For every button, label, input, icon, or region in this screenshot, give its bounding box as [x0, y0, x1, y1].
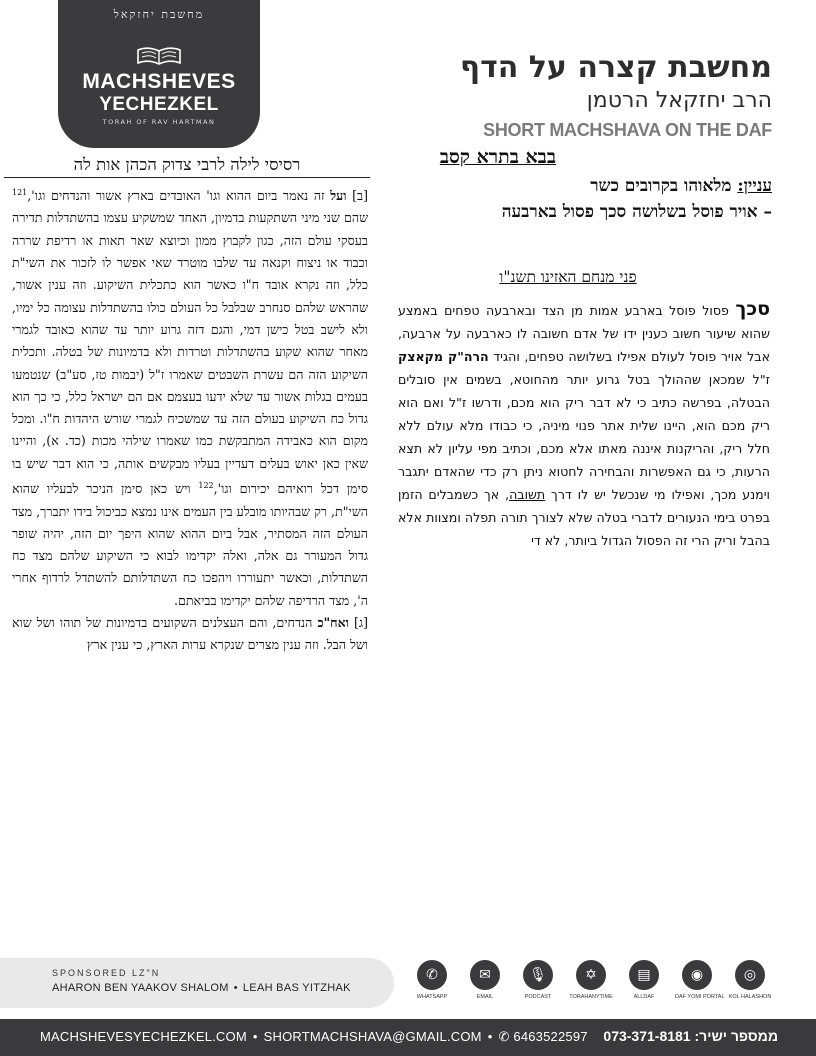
alldaf-icon[interactable]: ▤ — [629, 960, 659, 990]
icon-dafyomi-portal[interactable] — [675, 960, 725, 1000]
footer-bar — [0, 1019, 816, 1056]
english-title: SHORT MACHSHAVA ON THE DAF — [483, 120, 772, 140]
podcast-icon[interactable]: 🎙 — [523, 960, 553, 990]
daf-reference: בבא בתרא קסב — [439, 146, 556, 168]
torahanytime-icon[interactable]: ✡ — [576, 960, 606, 990]
icon-label: ALLDAF — [633, 994, 655, 1000]
footnote-marker: 121 — [12, 188, 28, 197]
platform-icons — [410, 960, 778, 1006]
paragraph-marker: [ג] — [348, 615, 368, 631]
direct-number — [603, 1028, 778, 1044]
paragraph-lead-word: ועל — [330, 188, 347, 204]
bold-name: הרה"ק מקאצק — [398, 349, 489, 364]
whatsapp-number[interactable]: ✆ 6463522597 — [498, 1029, 588, 1044]
website-link[interactable]: MACHSHEVESYECHEZKEL.COM — [40, 1029, 247, 1044]
icon-podcast[interactable] — [516, 960, 560, 1000]
right-column-body — [398, 298, 770, 552]
direct-number-label: ממספר ישיר: — [694, 1028, 778, 1044]
icon-label: EMAIL — [476, 994, 494, 1000]
logo — [58, 0, 260, 148]
icon-kolhalashon[interactable] — [728, 960, 772, 1000]
separator-dot: • — [252, 1029, 258, 1044]
subtopic-line: – אויר פוסל בשלושה סכך פסול בארבעה — [501, 202, 772, 222]
paragraph-text: ויש כאן סימן הניכר לבעליו שהוא השי"ת, רק שבהיותו מובלע בין העמים אינו נמצא כביכול בידו יתברך, מצד העולם הזה המסתיר, אבל ביום ההוא שהוא היפך יום הזה, יהיה שופר גדול המעורר גם אלה, ואלה יקדימו לבוא כי השיקוע שלהם מצד כח השתדלות, וכאשר יתעוררו ויהפכו כח השתדלותם להשתדל לרדוף אחרי ה', מצד הרדיפה שלהם יקדימו בביאתם. — [12, 481, 368, 608]
paragraph-lead-word: ואח"כ — [317, 615, 349, 631]
topic-text: מלאוהו בקרובים כשר — [590, 176, 738, 196]
sponsor-name-1: AHARON BEN YAAKOV SHALOM — [52, 982, 229, 994]
paragraph-text: , אך כשמבלים הזמן בפרט בימי הנעורים לדברי בטלה שלא לצורך תורה תפלה ומצוות אלא בהבל וריק הרי זה הפסול הגדול ביותר, לא די — [398, 487, 770, 548]
left-column-heading: רסיסי לילה לרבי צדוק הכהן אות לה — [4, 155, 370, 178]
sponsor-label: SPONSORED LZ"N — [52, 968, 161, 978]
logo-tagline: TORAH OF RAV HARTMAN — [102, 118, 216, 126]
dafyomi-portal-icon[interactable]: ◉ — [682, 960, 712, 990]
topic-label: עניין: — [737, 176, 772, 196]
paragraph-text: ז"ל שמכאן שההולך בטל גרוע יותר מהחוטא, בשמים אין סובלים הבטלה, בפרשה כתיב כי לא דבר ריק הוא מכם, ודרשו ז"ל ואם הוא ריק מכם הוא, היינו שלית אתר פנוי מיניה, כי כבודו מלא עולם ללא חלל ריק, והריקנות איננה מאתו אלא מכם, וכתיב מפי עליון לא תצא הרעות, כי גם האפשרות והבחירה לחטוא ניתן רק כדי שהאדם יתגבר וימנע מכך, ואפילו מי שנכשל יש לו דרך — [398, 372, 770, 502]
paragraph-text: שהם שני מיני השתקעות בדמיון, האחד שמשקיע עצמו בהשתדלות תדירה בעסקי עולם הזה, כגון לקבוץ ממון וכיוצא שאר תאות או רדיפת שררה וכבוד או ניצוח וקנאה עד שלבו מוטרד שאי אפשר לו לזכור את השי"ת כלל, וזה נקרא אובד ח"ו כאשר הוא כתכלית השיקוע. וזה ענין אשור, שהראש שלהם סנחרב שבלבל כל העולם כולו בהשתדלות עצומה כל ימיו, ולא לישב בטל כישן דמי, והגם דזה גרוע יותר עד שהוא כאובד לגמרי מאחר שהוא שקוע בהשתדלות וטרדות ולא בדמיונות של בטלה. ותכלית השיקוע הזה הם עשרת השבטים שאמרו ז"ל (יבמות טז, סע"ב) שנטמעו בעמים בגלות אשור עד שלא ידעו בעצמם אם הם ישראל כלל, כי כך הוא גדול כח השיקוע בעולם הזה עד שמשכיח לגמרי שורש היהדות ח"ו. ומכל מקום הוא כאבידה המתבקשת כמו שאמרו שילהי מכות (כד. א), והיינו שאין כאן יאוש בעלים דעדיין בעליו מבקשים אותה, כי הוא דבר שיש בו סימן דכל רואיהם יכירום וגו', — [12, 210, 368, 497]
logo-line2: YECHEZKEL — [99, 94, 219, 115]
logo-hebrew-text: מחשבת יחזקאל — [113, 8, 205, 21]
icon-label: DAF YOMI PORTAL — [675, 994, 725, 1000]
icon-torahanytime[interactable] — [569, 960, 613, 1000]
sponsor-bar — [0, 958, 394, 1008]
email-icon[interactable]: ✉ — [470, 960, 500, 990]
icon-label: KOL HALASHON — [728, 994, 772, 1000]
kolhalashon-icon[interactable]: ◎ — [735, 960, 765, 990]
paragraph-text: הנדחים, והם העצלנים השקועים בדמיונות של תוהו ושל שוא ושל הבל. וזה ענין מצרים שנקרא ערות הארץ, כי ענין ארץ — [12, 615, 368, 653]
whatsapp-icon[interactable]: ✆ — [417, 960, 447, 990]
icon-alldaf[interactable] — [622, 960, 666, 1000]
footnote-marker: 122 — [198, 481, 214, 491]
underlined-word: תשובה — [509, 487, 546, 502]
icon-label: PODCAST — [524, 994, 552, 1000]
direct-number-value[interactable]: 073-371-8181 — [603, 1028, 691, 1044]
icon-label: TORAHANYTIME — [569, 994, 613, 1000]
opening-word: סכך — [735, 298, 770, 320]
page-title: מחשבת קצרה על הדף — [459, 50, 772, 85]
sponsor-name-2: LEAH BAS YITZHAK — [242, 982, 351, 994]
topic-line — [590, 176, 772, 196]
separator-dot: • — [487, 1029, 493, 1044]
left-paragraph-2 — [12, 612, 368, 657]
separator-dot: • — [233, 982, 238, 994]
right-column-heading: פני מנחם האזינו תשנ"ו — [499, 268, 637, 286]
icon-whatsapp[interactable] — [410, 960, 454, 1000]
icon-email[interactable] — [463, 960, 507, 1000]
paragraph-marker: [ב] — [346, 188, 368, 204]
left-column-body — [12, 182, 368, 657]
rabbi-name: הרב יחזקאל הרטמן — [586, 88, 772, 113]
footer-contacts — [40, 1029, 588, 1045]
left-paragraph-1 — [12, 182, 368, 612]
paragraph-text: פסול פוסל בארבע אמות מן הצד ובארבעה טפחים באמצע שהוא שיעור חשוב כענין ידו של אדם חשובה לו כארבעה על ארבעה, אבל אויר פוסל לעולם אפילו בשלושה טפחים, והגיד — [398, 303, 770, 364]
book-icon — [136, 44, 182, 66]
logo-line1: MACHSHEVES — [82, 70, 236, 93]
icon-label: WHATSAPP — [416, 994, 448, 1000]
email-link[interactable]: SHORTMACHSHAVA@GMAIL.COM — [263, 1029, 482, 1044]
sponsor-names — [52, 982, 351, 994]
paragraph-text: זה נאמר ביום ההוא וגו' האובדים בארץ אשור והנדחים וגו', — [27, 188, 331, 204]
